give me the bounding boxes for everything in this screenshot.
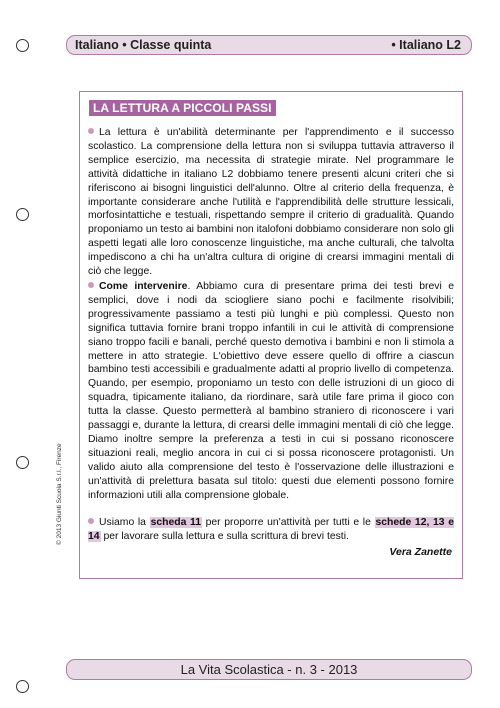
header-subject: Italiano • Classe quinta [75,38,212,52]
paragraph-2 [88,280,454,503]
paragraph-1-text: La lettura è un'abilità determinante per l'apprendimento e il successo scolastico. La comprensione della lettura non si sviluppa tuttavia attraverso il semplice esercizio, ma necessita di strategie mirate. Nel programmare le attività didattiche in italiano L2 dobbiamo tenere presenti alcuni criteri che si riferiscono ai bisogni linguistici dell'alunno. Oltre al criterio della frequenza, è importante considerare anche l'utilità e l'apprendibilità delle strutture lessicali, morfosintattiche e testuali, rispettando sempre il criterio di gradualità. Quando proponiamo un testo ai bambini non italofoni dobbiamo considerare non solo gli aspetti legati alle loro conoscenze linguistiche, ma anche culturali, che talvolta impediscono a chi ha un'altra cultura di origine di crearsi immagini mentali di ciò che legge. [88,127,454,278]
paragraph-3-text-b: per proporre un'attività per tutti e le [201,517,375,528]
paragraph-2-text: . Abbiamo cura di presentare prima dei testi brevi e semplici, dove i nodi da sciogliere siano pochi e facilmente risolvibili; progressivamente passiamo a testi più lunghi e più complessi. Questo non significa tuttavia fornire brani troppo infantili in cui le attività di comprensione siano troppo facili e banali, perché questo demotiva i bambini e non li stimola a mettere in atto strategie. L'obiettivo deve essere quello di offrire a ciascun bambino testi accessibili e gradualmente adatti al proprio livello di competenza. Quando, per esempio, proponiamo un testo con delle istruzioni di un gioco di squadra, tipicamente italiano, da riordinare, sarà utile fare prima il gioco con tutta la classe. Questo permetterà al bambino straniero di riconoscere i vari passaggi e, durante la lettura, di crearsi delle immagini mentali di ciò che legge. Diamo inoltre sempre la preferenza a testi in cui si possano riconoscere situazioni reali, meglio ancora in cui ci si possa riconoscere protagonisti. Un valido aiuto alla comprensione del testo è l'osservazione delle illustrazioni e un'attività di prelettura basata sul titolo: questi due elementi possono fornire informazioni utili alla comprensione globale. [88,281,454,501]
header-band [66,35,472,55]
schede-12-14-link[interactable]: schede 12, 13 e 14 [88,517,454,542]
paragraph-3 [88,516,454,544]
paragraph-3-text-a: Usiamo la [99,517,150,528]
binder-hole-1 [16,39,29,52]
scheda-11-link[interactable]: scheda 11 [150,517,201,528]
copyright-note: © 2013 Giunti Scuola S.r.l., Firenze [56,443,63,545]
bullet-icon [88,518,94,524]
binder-hole-4 [16,680,29,693]
article-title: LA LETTURA A PICCOLI PASSI [89,100,276,116]
paragraph-3-text-c: per lavorare sulla lettura e sulla scrittura di brevi testi. [100,530,349,542]
bullet-icon [88,128,94,134]
footer-band [66,659,472,680]
footer-text: La Vita Scolastica - n. 3 - 2013 [180,662,358,677]
author-signature: Vera Zanette [389,546,452,558]
article-box [79,91,463,579]
binder-hole-2 [16,208,29,221]
header-topic: • Italiano L2 [391,38,461,52]
paragraph-1 [88,126,454,279]
paragraph-2-lead: Come intervenire [99,281,188,292]
binder-hole-3 [16,456,29,469]
bullet-icon [88,282,94,288]
